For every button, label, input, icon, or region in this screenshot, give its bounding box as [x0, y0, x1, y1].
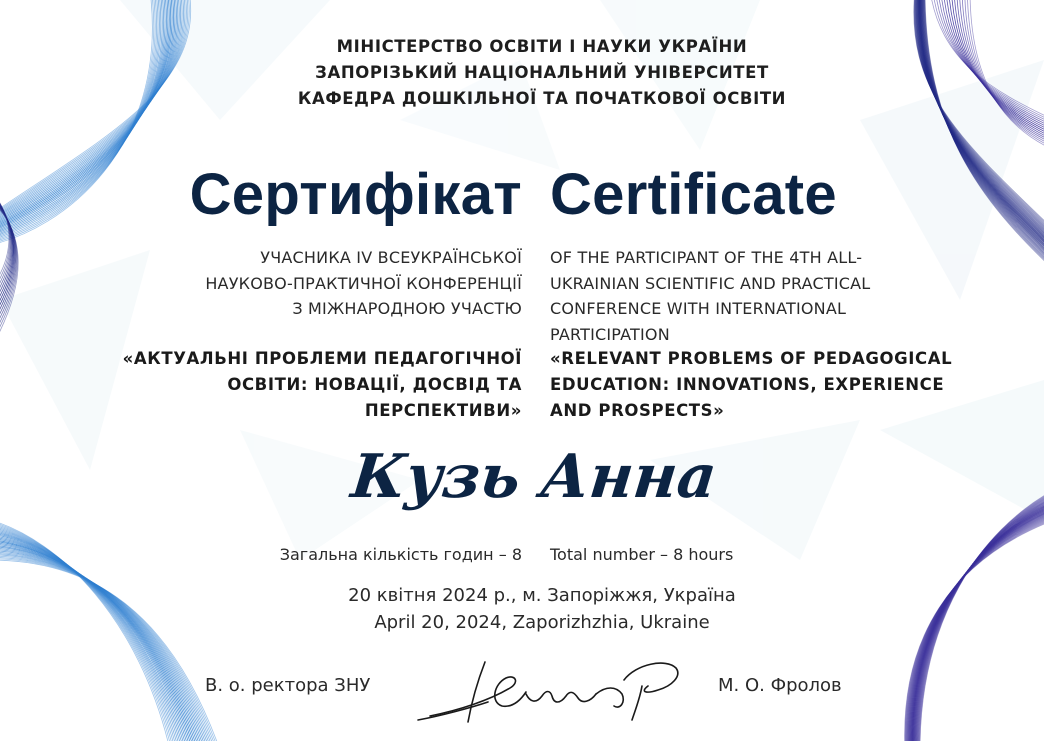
conference-line: «RELEVANT PROBLEMS OF PEDAGOGICAL: [550, 349, 953, 368]
signatory-name: М. О. Фролов: [718, 675, 842, 696]
recipient-name: Кузь Анна: [348, 442, 720, 512]
hours-ukrainian: Загальна кількість годин – 8: [279, 545, 522, 564]
conference-line: ОСВІТИ: НОВАЦІЇ, ДОСВІД ТА: [227, 375, 522, 394]
conference-title-english: [550, 346, 1000, 424]
participant-line: UKRAINIAN SCIENTIFIC AND PRACTICAL: [550, 273, 871, 293]
wave-line: [0, 545, 201, 741]
participant-line: CONFERENCE WITH INTERNATIONAL: [550, 299, 847, 318]
conference-line: EDUCATION: INNOVATIONS, EXPERIENCE: [550, 375, 945, 394]
handwritten-signature: [410, 650, 710, 730]
participant-text-ukrainian: [92, 245, 522, 322]
conference-title-ukrainian: [92, 346, 522, 424]
wave-line: [0, 542, 198, 741]
conference-line: ПЕРСПЕКТИВИ»: [364, 401, 522, 420]
participant-text-english: [550, 245, 925, 347]
university-line: ЗАПОРІЗЬКИЙ НАЦІОНАЛЬНИЙ УНІВЕРСИТЕТ: [315, 63, 769, 82]
conference-line: «АКТУАЛЬНІ ПРОБЛЕМИ ПЕДАГОГІЧНОЇ: [122, 349, 522, 368]
participant-line: НАУКОВО-ПРАКТИЧНОЇ КОНФЕРЕНЦІЇ: [205, 273, 522, 293]
date-place-ukrainian: 20 квітня 2024 р., м. Запоріжжя, Україна: [348, 585, 736, 606]
title-english: Certificate: [550, 162, 837, 227]
title-ukrainian: Сертифікат: [189, 162, 522, 227]
conference-line: AND PROSPECTS»: [550, 401, 725, 420]
participant-line: З МІЖНАРОДНОЮ УЧАСТЮ: [292, 299, 522, 318]
participant-line: УЧАСНИКА IV ВСЕУКРАЇНСЬКОЇ: [260, 248, 522, 267]
participant-line: OF THE PARTICIPANT OF THE 4TH ALL-: [550, 248, 863, 267]
hours-english: Total number – 8 hours: [550, 545, 734, 564]
date-place-english: April 20, 2024, Zaporizhzhia, Ukraine: [374, 612, 710, 633]
signatory-position: В. о. ректора ЗНУ: [205, 675, 371, 696]
wave-line: [0, 543, 199, 741]
department-line: КАФЕДРА ДОШКІЛЬНОЇ ТА ПОЧАТКОВОЇ ОСВІТИ: [297, 89, 787, 108]
ministry-line: МІНІСТЕРСТВО ОСВІТИ І НАУКИ УКРАЇНИ: [336, 37, 748, 56]
participant-line: PARTICIPATION: [550, 324, 670, 344]
institution-header: [0, 34, 1044, 112]
wave-line: [0, 546, 203, 741]
